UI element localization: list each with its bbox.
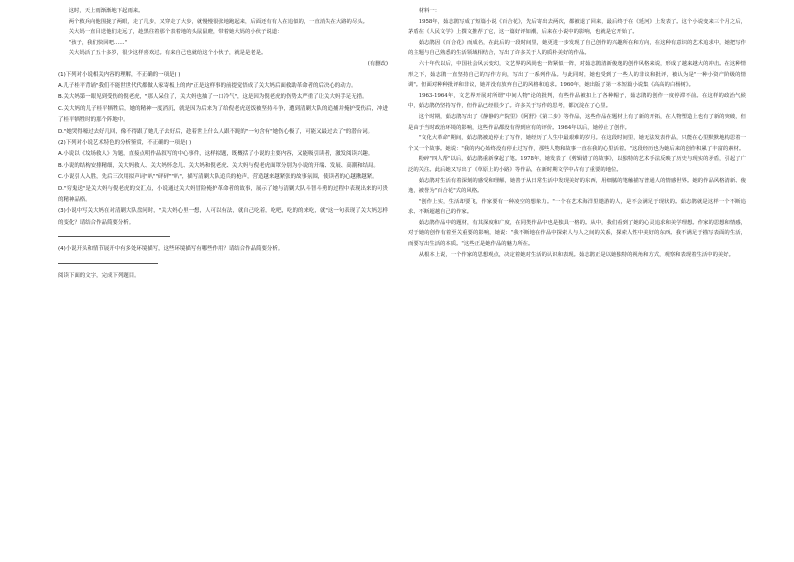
story-paragraph: 两个救兵向他围拢了两眼，走了几步，又穿走了大步，就慢慢很张地跑起来，后面还有有人在追似的，一直消失在大路的尽头。 [68,18,368,25]
question-2-option-d: D."穷鬼送"是关大妈与倪老虎的交汇点，小说通过关大妈冒险掩护革命者的故事，展示了她与清剿大队斗智斗勇的过程中表现出来的可贵的精神品格。 [58,185,388,204]
question-2-stem: (2)下列对小说艺术特色的分析鉴赏，不正确的一项是( ) [58,140,192,146]
material-paragraph: 茹志鹃因《百合花》而成名，在此后的一段时间里，她更进一步发现了自己创作的兴趣所在和方向，在这种有意识的艺术追求中，她把写作的主题与自己熟悉的生活领域相结合，写出了许多关于人的质朴美好的作品。 [408,39,746,57]
story-paragraph: 关大妈活了五十多岁，很少这样喜欢过。有来自己也就给这个小伙子，就是是老是。 [68,50,267,57]
material-paragraph: 从根本上说，一个作家的思想观点，决定着她对生活的认识和表现。茹志鹃正是以她独特的视角和方式，观察和表现着生活中的美好。 [418,251,734,258]
material-paragraph: 六十年代以后，中国社会风云变幻，文艺界的风尚也一阵紧似一阵，对茹志鹃清新俊逸的创作风格来说，形成了越来越大的冲击。在这种情形之下，茹志鹃一直坚持自己的写作方向，写出了一系列作品。与此同时，她也受到了一些人的非议和批评，被认为是"一种小资产阶级的情调"。但面对种种批评和非议，她并没有放弃自己的风格和追求。1960年，她出版了第一本短篇小说集《高高的白杨树》。 [408,60,746,89]
answer-line [58,263,158,264]
question-4-stem: (4)小说开头和情节展开中有多处环境描写，这些环境描写有哪些作用？请结合作品简要分析。 [58,246,284,253]
story-paragraph: 这时，天上雨渐渐地下起雨来。 [68,8,144,14]
left-column [58,6,388,282]
material-paragraph: 茹志鹃作品中的题材，有其深度和广度，在同类作品中也是独具一格的。从中，我们看到了她的心灵追求和美学理想。作家的思想和情感，对于她的创作有着至关重要的影响，她说："我不断地在作品中探索人与人之间的关系，探索人性中美好的东西。我不满足于描写表面的生活，而要写出生活的本质。"这些正是她作品的魅力所在。 [408,219,746,248]
question-2-option-b: B.小说的结构安排精细，关大妈救人、关大妈怀念儿、关大妈和倪老虎、关大妈与倪老虎面罩分别为小说的开端、发展、高潮和结局。 [58,162,379,169]
question-2-option-a: A.小说以《坟场救人》为题，直接点明作品叙写的中心事件，这样拟题，既概括了小说的主要内容，又能吸引读者，激发阅读兴趣。 [58,151,374,158]
question-1-option-d: D."她哭得嚎过去好几回，像不得跟了她儿子去好后，趁着世上什么人跟不跪的"一句含有"她伤心极了，可能又最过去了"的潜台词。 [58,128,373,135]
question-1-stem: (1)下列对小说相关内容的理解，不正确的一项是( ) [58,71,181,78]
right-column [408,6,746,260]
question-1-option-a: A.儿子桂平背诵"我们不能世世代代都做人家寄板上的肉"正是这样事的前提觉悟成了关大妈后面救助革命者的后决心的动力。 [58,82,357,89]
question-1-option-c: C.关大妈的儿子桂平牺牲后，她的精神一度消沉，就是因为后来为了给倪老虎送饭被坚持斗争，遭到清剿大队的追捕并掩护受伤后，冲进了桂平牺牲时的那个阵地中。 [58,105,388,124]
story-paragraph: 关大妈一直目送他们走远了，趁黑往着那个表着地的头鼠鼠瞪，带着她大妈的小伙子说道： [68,29,283,36]
material-paragraph: 这个时期，茹志鹃写出了《静静的产院里》《阿舒》《第二步》等作品，这些作品在题材上有了新的开拓，在人物塑造上也有了新的突破，但是由于当时政治环境的影响，这些作品都没有得到应有的评价。1964年以后，她停止了创作。 [408,113,746,131]
material-paragraph: 1958年，茹志鹃写成了短篇小说《百合花》，先后寄出去两次，都被退了回来，最后终于在《延河》上发表了。这个小说变来三个月之后，茅盾在《人民文学》上撰文推荐了它，这一篇好评如潮，后来在小说中的影响，也就是它开始了。 [408,18,746,36]
answer-line [58,236,170,237]
material-heading: 材料一： [418,8,441,14]
material-paragraph: 茹志鹃对生活有着深刻的感受和理解，她善于从日常生活中发现美好的东西，用细腻的笔触描写普通人的情感世界。她的作品风格清新、俊逸，被誉为"百合花"式的风格。 [408,177,746,195]
question-3-stem: (3)小说中写关大妈在对清剿大队盘问时，"关大妈心里一想，人可以有法，就自己吃着，吃吧，吃的的来吃，就"这一句表现了关大妈怎样的变化？请结合作品简要分析。 [58,208,388,226]
material-paragraph: 粉碎"四人帮"以后，茹志鹃重新拿起了笔。1978年，她发表了《剪辑错了的故事》，以独特的艺术手法反映了历史与现实的矛盾，引起了广泛的关注。此后她又写出了《草原上的小路》等作品，在新时期文学中占有了重要的地位。 [408,156,746,173]
question-1-option-b: B.关大妈第一眼见到受伤的倪老虎，"那人呆住了，关大妈也抽了一口冷气"，这是因为倪老虎的伤势太严重了让关大妈手足无措。 [58,94,368,101]
material-paragraph: "创作上实，生活却要飞，作家要有一种凌空的想象力。"一个在艺术海洋里遨游的人，是不会满足于现状的。茹志鹃就是这样一个不断追求、不断超越自己的作家。 [408,198,746,216]
reading-instruction: 阅读下面的文字，完成下列题目。 [58,272,140,279]
material-paragraph: 1963-1964年，文艺界开展对所谓"中间人物"论的批判，有些作品被扣上了各种帽子，茹志鹃的创作一度停滞不前。在这样的政治气候中，茹志鹃仍坚持写作，但作品已经很少了。许多关于写作的思考，都沉淀在了心里。 [408,92,746,110]
material-paragraph: "文化大革命"期间，茹志鹃被迫停止了写作，她经历了人生中最艰难的岁月。在这段时间里，她无法发表作品，只能在心里默默地构思着一个又一个故事。她说："我的内心始终没有停止过写作，那些人物和故事一直在我的心里活着。"这段经历也为她后来的创作积累了丰富的素材。 [408,135,746,152]
question-2-option-c: C.小说引人入胜，先后三次用拟声词"叭""砰砰""叭"，描写清剿大队追兵的枪声，营造越来越紧张的故事氛围，使读者的心越揪越紧。 [58,174,378,181]
source-note: (有删改) [367,60,388,67]
story-paragraph: "孩子，我们快回吧……" [68,39,128,46]
